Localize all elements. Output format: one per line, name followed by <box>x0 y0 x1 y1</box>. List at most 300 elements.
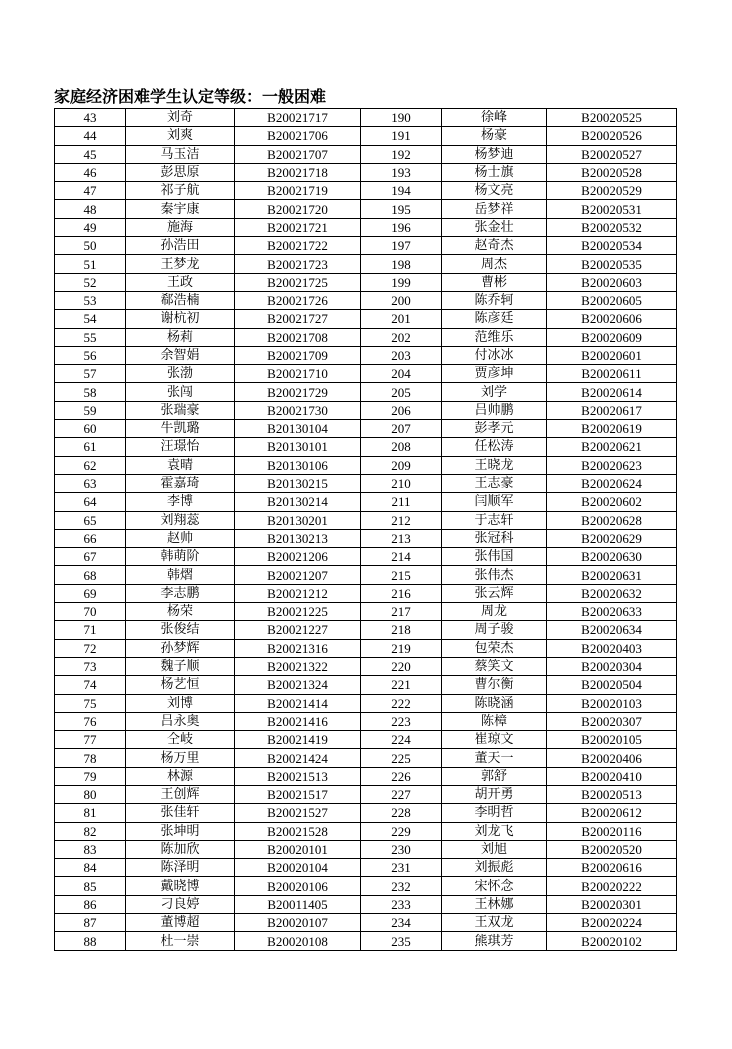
left-name-cell: 刘博 <box>126 694 235 712</box>
left-number-cell: 54 <box>55 310 126 328</box>
table-row <box>55 200 677 218</box>
table-row <box>55 877 677 895</box>
table-row <box>55 840 677 858</box>
left-number-cell: 68 <box>55 566 126 584</box>
left-student-id-cell: B20021225 <box>235 603 361 621</box>
right-student-id-cell: B20020602 <box>547 493 677 511</box>
right-number-cell: 192 <box>361 145 442 163</box>
left-student-id-cell: B20021324 <box>235 676 361 694</box>
right-student-id-cell: B20020629 <box>547 529 677 547</box>
table-row <box>55 401 677 419</box>
left-student-id-cell: B20130106 <box>235 456 361 474</box>
table-row <box>55 218 677 236</box>
left-number-cell: 80 <box>55 785 126 803</box>
table-row <box>55 383 677 401</box>
left-number-cell: 55 <box>55 328 126 346</box>
right-number-cell: 216 <box>361 584 442 602</box>
left-number-cell: 69 <box>55 584 126 602</box>
table-row <box>55 291 677 309</box>
table-row <box>55 895 677 913</box>
right-student-id-cell: B20020301 <box>547 895 677 913</box>
left-student-id-cell: B20021706 <box>235 127 361 145</box>
left-student-id-cell: B20020106 <box>235 877 361 895</box>
left-name-cell: 刘爽 <box>126 127 235 145</box>
left-name-cell: 余智娟 <box>126 346 235 364</box>
left-number-cell: 45 <box>55 145 126 163</box>
table-row <box>55 785 677 803</box>
left-student-id-cell: B20021717 <box>235 109 361 127</box>
right-student-id-cell: B20020535 <box>547 255 677 273</box>
table-row <box>55 163 677 181</box>
right-name-cell: 杨梦迪 <box>442 145 547 163</box>
left-student-id-cell: B20021708 <box>235 328 361 346</box>
right-student-id-cell: B20020605 <box>547 291 677 309</box>
right-student-id-cell: B20020526 <box>547 127 677 145</box>
table-row <box>55 328 677 346</box>
left-name-cell: 张渤 <box>126 365 235 383</box>
right-name-cell: 范维乐 <box>442 328 547 346</box>
left-name-cell: 霍嘉琦 <box>126 474 235 492</box>
left-number-cell: 65 <box>55 511 126 529</box>
right-student-id-cell: B20020634 <box>547 621 677 639</box>
right-student-id-cell: B20020105 <box>547 731 677 749</box>
right-student-id-cell: B20020102 <box>547 932 677 950</box>
right-student-id-cell: B20020623 <box>547 456 677 474</box>
left-name-cell: 牛凯璐 <box>126 420 235 438</box>
table-row <box>55 657 677 675</box>
left-number-cell: 82 <box>55 822 126 840</box>
right-student-id-cell: B20020617 <box>547 401 677 419</box>
left-student-id-cell: B20020107 <box>235 914 361 932</box>
right-number-cell: 196 <box>361 218 442 236</box>
left-number-cell: 57 <box>55 365 126 383</box>
right-student-id-cell: B20020525 <box>547 109 677 127</box>
right-number-cell: 218 <box>361 621 442 639</box>
left-number-cell: 47 <box>55 182 126 200</box>
left-student-id-cell: B20021206 <box>235 548 361 566</box>
right-number-cell: 197 <box>361 237 442 255</box>
right-name-cell: 陈晓涵 <box>442 694 547 712</box>
right-student-id-cell: B20020631 <box>547 566 677 584</box>
left-student-id-cell: B20020104 <box>235 859 361 877</box>
document-title: 家庭经济困难学生认定等级：一般困难 <box>54 87 327 106</box>
right-number-cell: 232 <box>361 877 442 895</box>
left-name-cell: 汪璟怡 <box>126 438 235 456</box>
left-student-id-cell: B20021718 <box>235 163 361 181</box>
left-name-cell: 李博 <box>126 493 235 511</box>
left-student-id-cell: B20021416 <box>235 712 361 730</box>
right-number-cell: 209 <box>361 456 442 474</box>
left-name-cell: 魏子顺 <box>126 657 235 675</box>
right-student-id-cell: B20020628 <box>547 511 677 529</box>
right-name-cell: 陈乔轲 <box>442 291 547 309</box>
right-student-id-cell: B20020624 <box>547 474 677 492</box>
left-number-cell: 43 <box>55 109 126 127</box>
table-row <box>55 511 677 529</box>
table-row <box>55 474 677 492</box>
table-row <box>55 273 677 291</box>
left-student-id-cell: B20021207 <box>235 566 361 584</box>
table-row <box>55 731 677 749</box>
left-name-cell: 郗浩楠 <box>126 291 235 309</box>
right-name-cell: 刘龙飞 <box>442 822 547 840</box>
left-student-id-cell: B20130213 <box>235 529 361 547</box>
left-name-cell: 杨莉 <box>126 328 235 346</box>
right-name-cell: 王双龙 <box>442 914 547 932</box>
right-student-id-cell: B20020403 <box>547 639 677 657</box>
right-student-id-cell: B20020616 <box>547 859 677 877</box>
left-student-id-cell: B20021722 <box>235 237 361 255</box>
right-name-cell: 陈樟 <box>442 712 547 730</box>
right-student-id-cell: B20020621 <box>547 438 677 456</box>
left-number-cell: 79 <box>55 767 126 785</box>
left-name-cell: 王创辉 <box>126 785 235 803</box>
left-name-cell: 孙梦辉 <box>126 639 235 657</box>
right-name-cell: 蔡笑文 <box>442 657 547 675</box>
right-name-cell: 郭舒 <box>442 767 547 785</box>
right-name-cell: 李明哲 <box>442 804 547 822</box>
table-row <box>55 603 677 621</box>
right-name-cell: 胡开勇 <box>442 785 547 803</box>
right-number-cell: 219 <box>361 639 442 657</box>
right-number-cell: 190 <box>361 109 442 127</box>
table-row <box>55 639 677 657</box>
right-name-cell: 陈彦廷 <box>442 310 547 328</box>
left-name-cell: 杨荣 <box>126 603 235 621</box>
left-name-cell: 张俊结 <box>126 621 235 639</box>
left-name-cell: 张坤明 <box>126 822 235 840</box>
left-student-id-cell: B20130201 <box>235 511 361 529</box>
right-student-id-cell: B20020601 <box>547 346 677 364</box>
left-name-cell: 陈加欣 <box>126 840 235 858</box>
right-number-cell: 198 <box>361 255 442 273</box>
right-number-cell: 210 <box>361 474 442 492</box>
left-number-cell: 84 <box>55 859 126 877</box>
left-name-cell: 彭思原 <box>126 163 235 181</box>
right-name-cell: 张冠科 <box>442 529 547 547</box>
right-student-id-cell: B20020406 <box>547 749 677 767</box>
right-number-cell: 212 <box>361 511 442 529</box>
right-number-cell: 205 <box>361 383 442 401</box>
left-number-cell: 85 <box>55 877 126 895</box>
right-student-id-cell: B20020528 <box>547 163 677 181</box>
right-number-cell: 235 <box>361 932 442 950</box>
right-name-cell: 闫顺军 <box>442 493 547 511</box>
right-name-cell: 张伟杰 <box>442 566 547 584</box>
right-student-id-cell: B20020633 <box>547 603 677 621</box>
right-number-cell: 191 <box>361 127 442 145</box>
left-name-cell: 张闯 <box>126 383 235 401</box>
right-student-id-cell: B20020534 <box>547 237 677 255</box>
left-student-id-cell: B20020108 <box>235 932 361 950</box>
right-number-cell: 213 <box>361 529 442 547</box>
right-student-id-cell: B20020116 <box>547 822 677 840</box>
left-name-cell: 王政 <box>126 273 235 291</box>
table-row <box>55 914 677 932</box>
left-number-cell: 46 <box>55 163 126 181</box>
right-name-cell: 付冰冰 <box>442 346 547 364</box>
right-student-id-cell: B20020603 <box>547 273 677 291</box>
left-number-cell: 78 <box>55 749 126 767</box>
left-student-id-cell: B20130101 <box>235 438 361 456</box>
left-student-id-cell: B20130104 <box>235 420 361 438</box>
table-row <box>55 456 677 474</box>
left-name-cell: 韩熠 <box>126 566 235 584</box>
left-student-id-cell: B20011405 <box>235 895 361 913</box>
right-student-id-cell: B20020504 <box>547 676 677 694</box>
left-student-id-cell: B20021419 <box>235 731 361 749</box>
left-number-cell: 50 <box>55 237 126 255</box>
table-row <box>55 584 677 602</box>
right-number-cell: 231 <box>361 859 442 877</box>
right-number-cell: 225 <box>361 749 442 767</box>
table-row <box>55 548 677 566</box>
table-row <box>55 346 677 364</box>
right-number-cell: 195 <box>361 200 442 218</box>
right-name-cell: 宋怀念 <box>442 877 547 895</box>
right-student-id-cell: B20020529 <box>547 182 677 200</box>
table-row <box>55 438 677 456</box>
right-number-cell: 230 <box>361 840 442 858</box>
left-student-id-cell: B20021727 <box>235 310 361 328</box>
table-row <box>55 804 677 822</box>
right-number-cell: 228 <box>361 804 442 822</box>
left-name-cell: 张佳轩 <box>126 804 235 822</box>
left-number-cell: 87 <box>55 914 126 932</box>
right-student-id-cell: B20020611 <box>547 365 677 383</box>
left-student-id-cell: B20021513 <box>235 767 361 785</box>
left-name-cell: 戴晓博 <box>126 877 235 895</box>
right-number-cell: 201 <box>361 310 442 328</box>
left-student-id-cell: B20021517 <box>235 785 361 803</box>
right-name-cell: 彭孝元 <box>442 420 547 438</box>
right-number-cell: 224 <box>361 731 442 749</box>
left-student-id-cell: B20021721 <box>235 218 361 236</box>
right-name-cell: 周龙 <box>442 603 547 621</box>
right-student-id-cell: B20020224 <box>547 914 677 932</box>
left-number-cell: 77 <box>55 731 126 749</box>
right-name-cell: 刘旭 <box>442 840 547 858</box>
left-name-cell: 袁晴 <box>126 456 235 474</box>
right-number-cell: 208 <box>361 438 442 456</box>
right-name-cell: 王志豪 <box>442 474 547 492</box>
left-number-cell: 74 <box>55 676 126 694</box>
left-name-cell: 赵帅 <box>126 529 235 547</box>
right-student-id-cell: B20020304 <box>547 657 677 675</box>
left-number-cell: 52 <box>55 273 126 291</box>
table-row <box>55 255 677 273</box>
left-name-cell: 杜一崇 <box>126 932 235 950</box>
right-number-cell: 226 <box>361 767 442 785</box>
right-name-cell: 曹尔衡 <box>442 676 547 694</box>
left-student-id-cell: B20021707 <box>235 145 361 163</box>
table-row <box>55 420 677 438</box>
right-number-cell: 206 <box>361 401 442 419</box>
right-name-cell: 包荣杰 <box>442 639 547 657</box>
right-student-id-cell: B20020103 <box>547 694 677 712</box>
right-number-cell: 204 <box>361 365 442 383</box>
right-name-cell: 曹彬 <box>442 273 547 291</box>
left-student-id-cell: B20021723 <box>235 255 361 273</box>
right-name-cell: 徐峰 <box>442 109 547 127</box>
table-row <box>55 109 677 127</box>
table-row <box>55 822 677 840</box>
right-student-id-cell: B20020619 <box>547 420 677 438</box>
left-number-cell: 60 <box>55 420 126 438</box>
right-number-cell: 214 <box>361 548 442 566</box>
right-name-cell: 崔琼文 <box>442 731 547 749</box>
left-student-id-cell: B20021414 <box>235 694 361 712</box>
left-number-cell: 75 <box>55 694 126 712</box>
right-number-cell: 194 <box>361 182 442 200</box>
left-number-cell: 48 <box>55 200 126 218</box>
left-student-id-cell: B20021424 <box>235 749 361 767</box>
left-name-cell: 陈泽明 <box>126 859 235 877</box>
left-student-id-cell: B20021725 <box>235 273 361 291</box>
right-number-cell: 202 <box>361 328 442 346</box>
table-row <box>55 237 677 255</box>
right-number-cell: 199 <box>361 273 442 291</box>
right-number-cell: 234 <box>361 914 442 932</box>
right-name-cell: 刘学 <box>442 383 547 401</box>
right-number-cell: 215 <box>361 566 442 584</box>
right-student-id-cell: B20020513 <box>547 785 677 803</box>
right-number-cell: 220 <box>361 657 442 675</box>
left-name-cell: 孙浩田 <box>126 237 235 255</box>
table-row <box>55 621 677 639</box>
right-name-cell: 张伟国 <box>442 548 547 566</box>
left-number-cell: 81 <box>55 804 126 822</box>
left-student-id-cell: B20021709 <box>235 346 361 364</box>
right-student-id-cell: B20020630 <box>547 548 677 566</box>
right-name-cell: 杨豪 <box>442 127 547 145</box>
right-number-cell: 193 <box>361 163 442 181</box>
right-number-cell: 200 <box>361 291 442 309</box>
table-row <box>55 365 677 383</box>
table-row <box>55 493 677 511</box>
left-student-id-cell: B20021227 <box>235 621 361 639</box>
left-number-cell: 71 <box>55 621 126 639</box>
table-row <box>55 712 677 730</box>
table-row <box>55 529 677 547</box>
left-number-cell: 86 <box>55 895 126 913</box>
left-number-cell: 61 <box>55 438 126 456</box>
left-name-cell: 谢杭初 <box>126 310 235 328</box>
right-student-id-cell: B20020531 <box>547 200 677 218</box>
right-student-id-cell: B20020222 <box>547 877 677 895</box>
left-number-cell: 51 <box>55 255 126 273</box>
right-name-cell: 刘振彪 <box>442 859 547 877</box>
left-number-cell: 83 <box>55 840 126 858</box>
left-name-cell: 林源 <box>126 767 235 785</box>
right-number-cell: 203 <box>361 346 442 364</box>
right-name-cell: 贾彦坤 <box>442 365 547 383</box>
right-number-cell: 207 <box>361 420 442 438</box>
right-name-cell: 任松涛 <box>442 438 547 456</box>
table-row <box>55 676 677 694</box>
right-name-cell: 周子骏 <box>442 621 547 639</box>
right-student-id-cell: B20020307 <box>547 712 677 730</box>
right-number-cell: 223 <box>361 712 442 730</box>
left-name-cell: 吕永奥 <box>126 712 235 730</box>
left-student-id-cell: B20021212 <box>235 584 361 602</box>
roster-body <box>55 109 677 951</box>
table-row <box>55 859 677 877</box>
left-name-cell: 施海 <box>126 218 235 236</box>
student-roster-table <box>54 108 677 951</box>
table-row <box>55 566 677 584</box>
right-name-cell: 熊琪芳 <box>442 932 547 950</box>
left-student-id-cell: B20021726 <box>235 291 361 309</box>
right-name-cell: 张云辉 <box>442 584 547 602</box>
table-row <box>55 694 677 712</box>
right-number-cell: 221 <box>361 676 442 694</box>
right-student-id-cell: B20020532 <box>547 218 677 236</box>
left-number-cell: 70 <box>55 603 126 621</box>
left-name-cell: 刁良婷 <box>126 895 235 913</box>
right-name-cell: 杨文亮 <box>442 182 547 200</box>
table-row <box>55 932 677 950</box>
right-number-cell: 227 <box>361 785 442 803</box>
right-student-id-cell: B20020410 <box>547 767 677 785</box>
left-name-cell: 张瑞豪 <box>126 401 235 419</box>
left-name-cell: 王梦龙 <box>126 255 235 273</box>
right-student-id-cell: B20020614 <box>547 383 677 401</box>
right-name-cell: 杨士旗 <box>442 163 547 181</box>
left-number-cell: 72 <box>55 639 126 657</box>
right-student-id-cell: B20020612 <box>547 804 677 822</box>
right-name-cell: 岳梦祥 <box>442 200 547 218</box>
left-student-id-cell: B20021710 <box>235 365 361 383</box>
right-name-cell: 吕帅鹏 <box>442 401 547 419</box>
table-row <box>55 182 677 200</box>
left-name-cell: 马玉洁 <box>126 145 235 163</box>
right-name-cell: 张金壮 <box>442 218 547 236</box>
left-name-cell: 韩萌阶 <box>126 548 235 566</box>
left-number-cell: 59 <box>55 401 126 419</box>
table-row <box>55 310 677 328</box>
left-name-cell: 李志鹏 <box>126 584 235 602</box>
left-student-id-cell: B20021322 <box>235 657 361 675</box>
right-student-id-cell: B20020609 <box>547 328 677 346</box>
right-number-cell: 229 <box>361 822 442 840</box>
left-student-id-cell: B20021729 <box>235 383 361 401</box>
left-number-cell: 44 <box>55 127 126 145</box>
left-name-cell: 祁子航 <box>126 182 235 200</box>
table-row <box>55 127 677 145</box>
left-student-id-cell: B20021730 <box>235 401 361 419</box>
right-name-cell: 赵奇杰 <box>442 237 547 255</box>
left-number-cell: 63 <box>55 474 126 492</box>
left-number-cell: 64 <box>55 493 126 511</box>
left-student-id-cell: B20130214 <box>235 493 361 511</box>
left-student-id-cell: B20021316 <box>235 639 361 657</box>
left-name-cell: 秦宇康 <box>126 200 235 218</box>
left-number-cell: 73 <box>55 657 126 675</box>
right-name-cell: 王林娜 <box>442 895 547 913</box>
left-number-cell: 62 <box>55 456 126 474</box>
right-number-cell: 233 <box>361 895 442 913</box>
table-row <box>55 145 677 163</box>
left-name-cell: 杨艺恒 <box>126 676 235 694</box>
right-number-cell: 211 <box>361 493 442 511</box>
right-student-id-cell: B20020606 <box>547 310 677 328</box>
left-name-cell: 仝岐 <box>126 731 235 749</box>
left-number-cell: 76 <box>55 712 126 730</box>
table-row <box>55 749 677 767</box>
right-name-cell: 王晓龙 <box>442 456 547 474</box>
right-name-cell: 周杰 <box>442 255 547 273</box>
